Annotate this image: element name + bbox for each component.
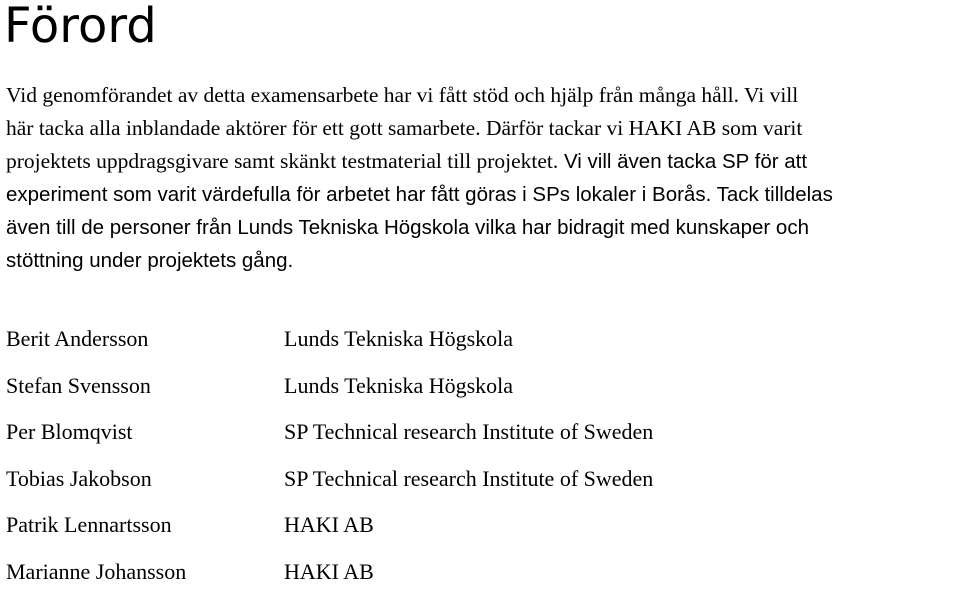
list-item	[6, 461, 958, 508]
paragraph-line	[6, 211, 958, 244]
paragraph-line	[6, 178, 958, 211]
list-item	[6, 414, 958, 461]
paragraph-text: Vid genomförandet av detta examensarbete har vi fått stöd och hjälp från många håll. Vi vill	[6, 83, 799, 107]
paragraph-text: Vi vill även tacka SP för att	[558, 150, 808, 173]
list-item	[6, 321, 958, 368]
organization-name: Lunds Tekniska Högskola	[284, 372, 514, 398]
paragraph-line	[6, 244, 958, 277]
person-name: Tobias Jakobson	[6, 465, 152, 491]
organization-name: HAKI AB	[284, 558, 374, 584]
list-item	[6, 554, 958, 601]
organization-name: HAKI AB	[284, 512, 374, 538]
organization-name: Lunds Tekniska Högskola	[284, 326, 514, 351]
page-title: Förord	[4, 0, 157, 54]
list-item	[6, 368, 958, 415]
person-name: Berit Andersson	[6, 326, 149, 351]
paragraph-text: projektets uppdragsgivare samt skänkt testmaterial till projektet.	[6, 149, 559, 173]
acknowledgement-list	[6, 321, 958, 601]
person-name: Per Blomqvist	[6, 419, 133, 445]
list-item	[6, 507, 958, 554]
person-name: Patrik Lennartsson	[6, 512, 172, 538]
paragraph-text: även till de personer från Lunds Tekniska Högskola vilka har bidragit med kunskaper och	[6, 216, 809, 239]
paragraph-line	[6, 145, 958, 178]
paragraph-line	[6, 79, 958, 112]
paragraph-text: experiment som varit värdefulla för arbetet har fått göras i SPs lokaler i Borås. Tack tilldelas	[6, 183, 833, 206]
paragraph-text: stöttning under projektets gång.	[6, 249, 294, 272]
person-name: Marianne Johansson	[6, 558, 187, 584]
person-name: Stefan Svensson	[6, 372, 151, 398]
foreword-paragraph	[6, 79, 958, 277]
paragraph-line	[6, 112, 958, 145]
organization-name: SP Technical research Institute of Sweden	[284, 419, 654, 445]
paragraph-text: här tacka alla inblandade aktörer för ett gott samarbete. Därför tackar vi HAKI AB som varit	[6, 116, 803, 140]
organization-name: SP Technical research Institute of Sweden	[284, 465, 654, 491]
